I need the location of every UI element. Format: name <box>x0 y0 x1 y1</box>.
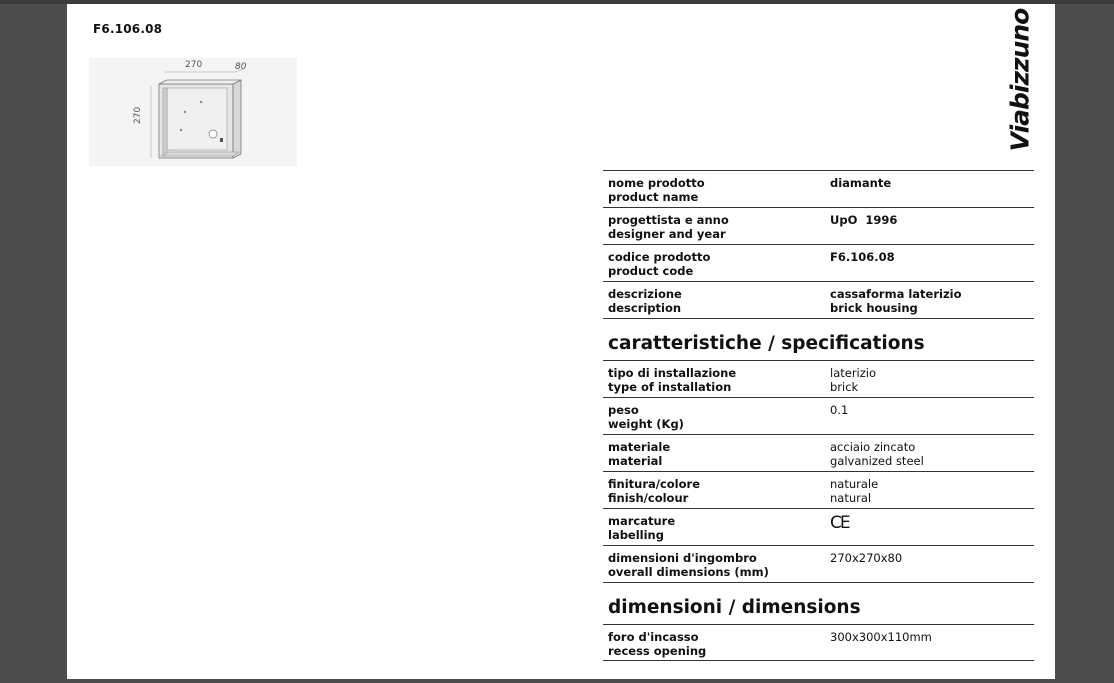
row-label-it: descrizione <box>608 287 682 301</box>
row-label-it: tipo di installazione <box>608 366 737 380</box>
spec-row-weight <box>603 397 1034 434</box>
row-label-it: nome prodotto <box>608 176 705 190</box>
row-value: UpO 1996 <box>830 213 898 227</box>
row-label-en: type of installation <box>608 380 732 394</box>
product-drawing <box>89 58 297 166</box>
row-label-en: recess opening <box>608 644 707 658</box>
dimension-depth-label: 80 <box>235 62 247 72</box>
row-label-it: codice prodotto <box>608 250 711 264</box>
spec-table <box>603 170 1034 661</box>
row-value: acciaio zincato <box>830 440 916 454</box>
spec-row-description <box>603 281 1034 318</box>
document-page <box>67 4 1055 679</box>
row-value-en: brick <box>830 380 859 394</box>
row-value: cassaforma laterizio <box>830 287 962 301</box>
row-label-en: product code <box>608 264 694 278</box>
row-label-en: labelling <box>608 528 664 542</box>
row-label-en: weight (Kg) <box>608 417 684 431</box>
row-label-en: overall dimensions (mm) <box>608 565 769 579</box>
ce-mark-icon: CE <box>830 513 849 533</box>
brand-name: Viabizzuno <box>1005 8 1035 152</box>
row-label-en: designer and year <box>608 227 726 241</box>
row-label-it: progettista e anno <box>608 213 729 227</box>
spec-row-finish <box>603 471 1034 508</box>
row-value-en: brick housing <box>830 301 918 315</box>
row-value-en: natural <box>830 491 872 505</box>
spec-row-installation <box>603 360 1034 397</box>
row-value: naturale <box>830 477 879 491</box>
dimension-width-label: 270 <box>185 60 203 70</box>
spec-row-product-name <box>603 170 1034 207</box>
dimension-height-label: 270 <box>133 106 143 124</box>
dimensions-heading: dimensioni / dimensions <box>603 582 1034 624</box>
spec-row-labelling <box>603 508 1034 545</box>
row-label-it: dimensioni d'ingombro <box>608 551 757 565</box>
row-label-it: peso <box>608 403 639 417</box>
spec-row-recess-opening <box>603 624 1034 661</box>
row-label-en: product name <box>608 190 699 204</box>
row-label-en: finish/colour <box>608 491 689 505</box>
brand-logo <box>1005 8 1035 152</box>
row-label-en: description <box>608 301 682 315</box>
row-value: 270x270x80 <box>830 551 903 565</box>
row-value: 300x300x110mm <box>830 630 932 644</box>
spec-row-designer <box>603 207 1034 244</box>
row-value: laterizio <box>830 366 877 380</box>
spec-row-overall-dimensions <box>603 545 1034 582</box>
row-label-it: marcature <box>608 514 676 528</box>
spec-row-material <box>603 434 1034 471</box>
row-label-en: material <box>608 454 663 468</box>
product-code-header: F6.106.08 <box>93 22 163 36</box>
row-value: F6.106.08 <box>830 250 895 264</box>
row-label-it: foro d'incasso <box>608 630 699 644</box>
row-value-en: galvanized steel <box>830 454 924 468</box>
row-label-it: materiale <box>608 440 671 454</box>
row-value: 0.1 <box>830 403 849 417</box>
specifications-heading: caratteristiche / specifications <box>603 318 1034 360</box>
spec-row-product-code <box>603 244 1034 281</box>
row-value: diamante <box>830 176 892 190</box>
row-label-it: finitura/colore <box>608 477 700 491</box>
